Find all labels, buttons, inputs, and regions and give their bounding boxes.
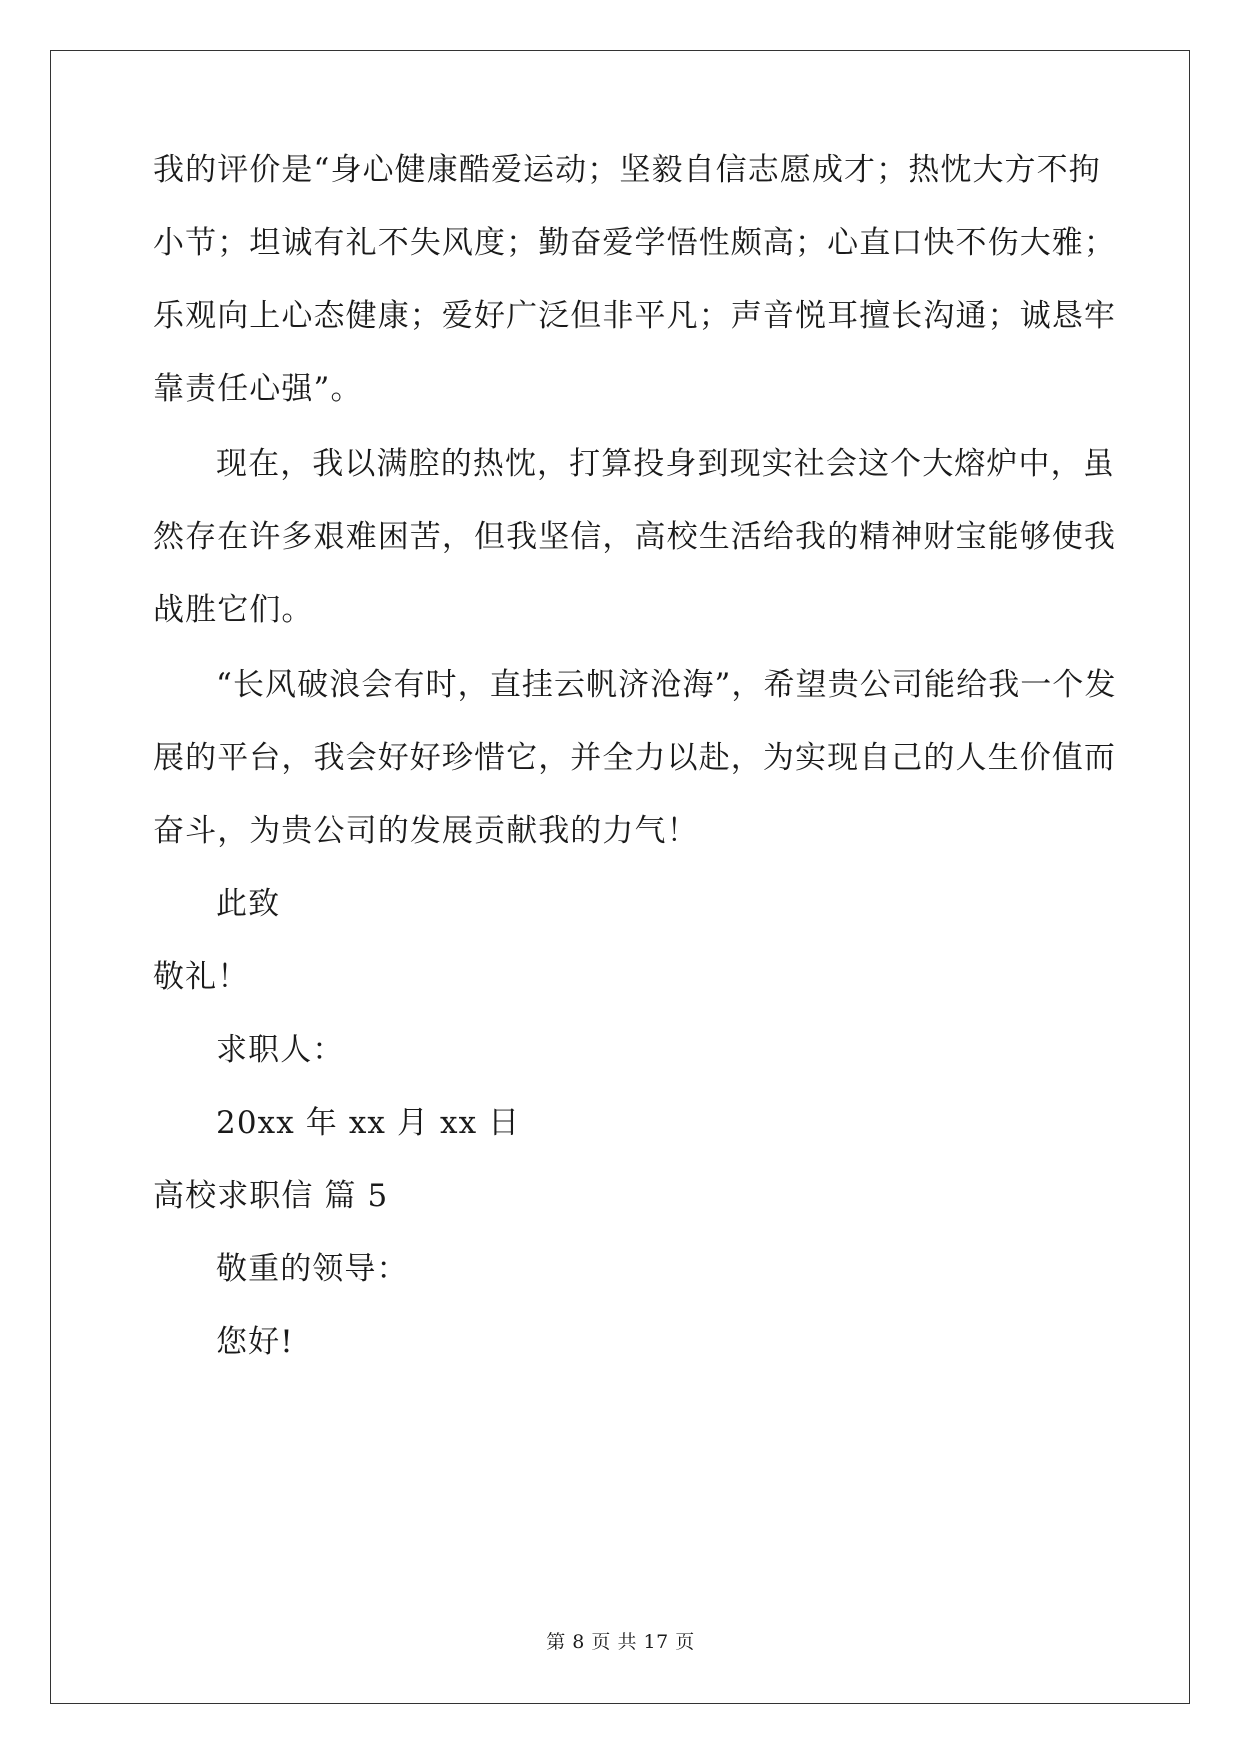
paragraph-line: 乐观向上心态健康；爱好广泛但非平凡；声音悦耳擅长沟通；诚恳牢 — [153, 298, 1116, 334]
paragraph-line: 我的评价是“身心健康酷爱运动；坚毅自信志愿成才；热忱大方不拘 — [153, 152, 1101, 188]
paragraph-line: 展的平台，我会好好珍惜它，并全力以赴，为实现自己的人生价值而 — [153, 740, 1116, 776]
closing-salutation: 此致 — [216, 886, 281, 922]
paragraph-line: 然存在许多艰难困苦，但我坚信，高校生活给我的精神财宝能够使我 — [153, 519, 1116, 555]
date-line: 20xx 年 xx 月 xx 日 — [216, 1105, 521, 1141]
paragraph-line: “长风破浪会有时，直挂云帆济沧海”，希望贵公司能给我一个发 — [216, 667, 1117, 703]
paragraph-line: 小节；坦诚有礼不失风度；勤奋爱学悟性颇高；心直口快不伤大雅； — [153, 225, 1116, 261]
paragraph-line: 战胜它们。 — [153, 592, 314, 628]
paragraph-line: 奋斗，为贵公司的发展贡献我的力气！ — [153, 813, 699, 849]
closing-regards: 敬礼！ — [153, 959, 250, 995]
signature-label: 求职人： — [216, 1032, 345, 1068]
greeting-hello: 您好! — [216, 1324, 294, 1360]
paragraph-line: 靠责任心强”。 — [153, 371, 363, 407]
section-heading: 高校求职信 篇 5 — [153, 1178, 389, 1214]
paragraph-line: 现在，我以满腔的热忱，打算投身到现实社会这个大熔炉中，虽 — [216, 446, 1115, 482]
greeting-line: 敬重的领导： — [216, 1251, 409, 1287]
page-number: 第 8 页 共 17 页 — [546, 1631, 695, 1653]
